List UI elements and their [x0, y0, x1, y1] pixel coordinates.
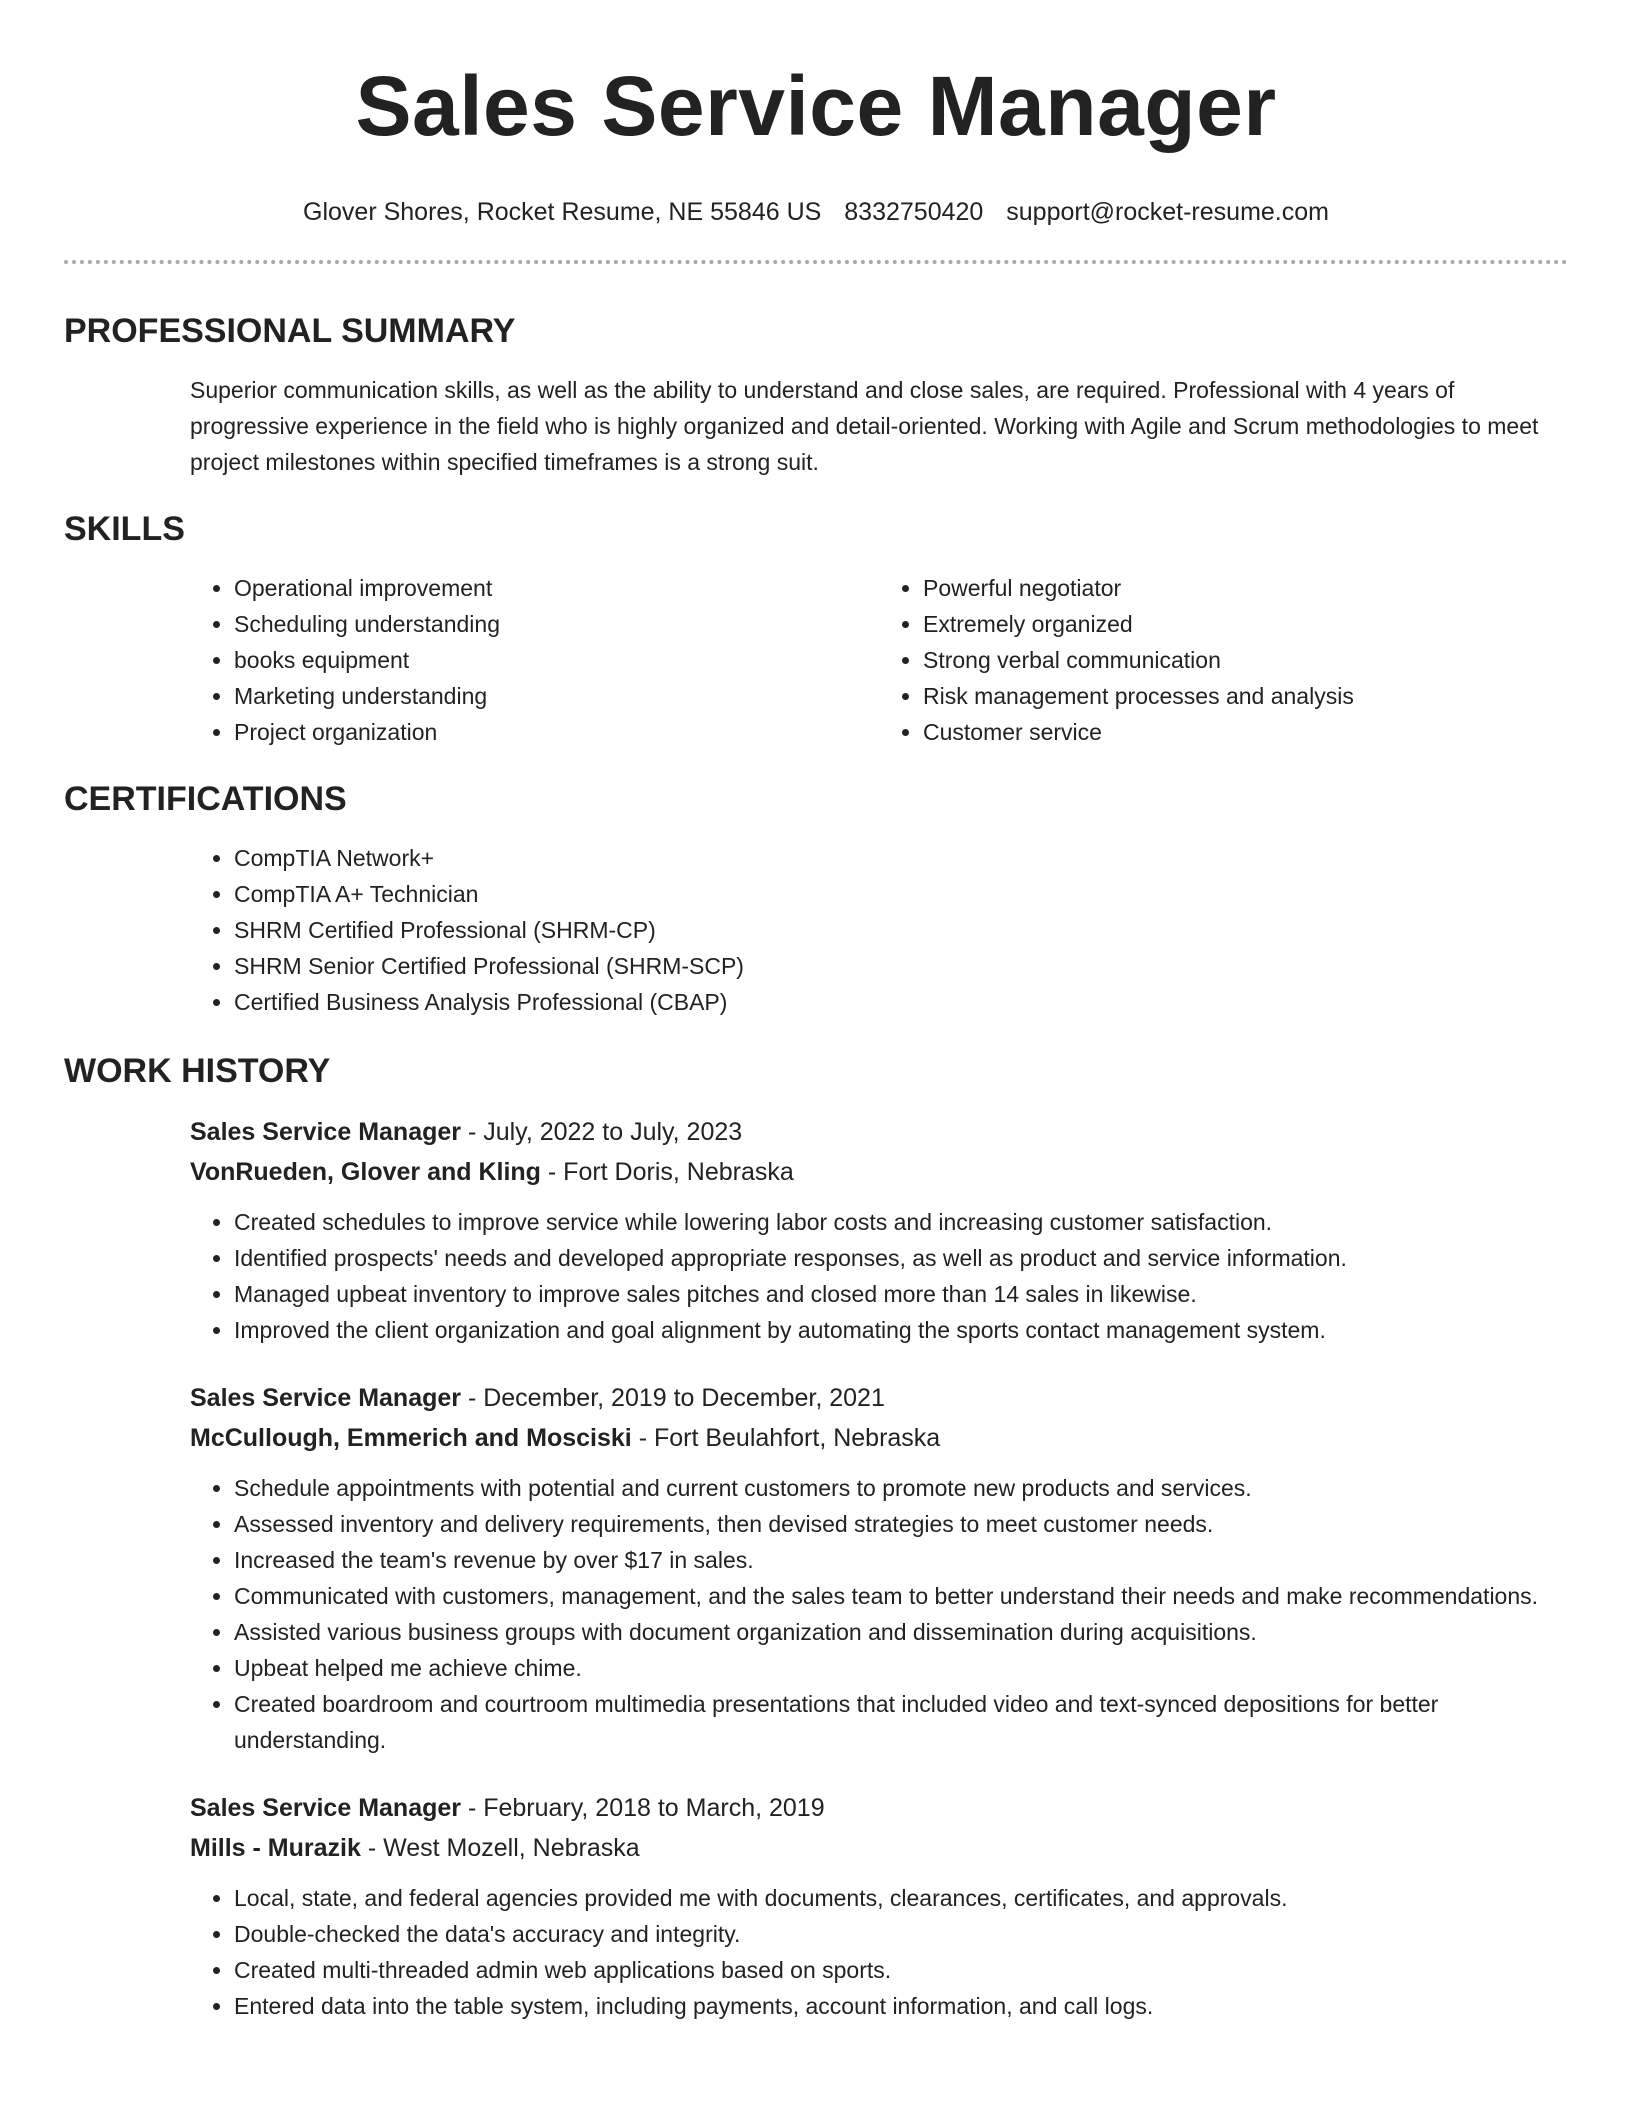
- job-bullet: • Managed upbeat inventory to improve sales pitches and closed more than 14 sales in likewise.: [234, 1276, 1568, 1312]
- contact-line: [64, 196, 1568, 228]
- job-dates: - February, 2018 to March, 2019: [461, 1794, 825, 1822]
- job-entry: [64, 1788, 1568, 2024]
- skills-list-right: [879, 570, 1568, 750]
- job-role: Sales Service Manager: [190, 1118, 461, 1146]
- certifications-list-wrap: [64, 840, 1568, 1020]
- email: support@rocket-resume.com: [1006, 198, 1329, 226]
- job-bullet: • Entered data into the table system, including payments, account information, and call logs.: [234, 1988, 1568, 2024]
- skills-grid: [64, 570, 1568, 750]
- phone: 8332750420: [844, 198, 984, 226]
- job-company: Mills - Murazik: [190, 1834, 361, 1862]
- job-location: - West Mozell, Nebraska: [360, 1834, 640, 1862]
- skill-item: • books equipment: [234, 642, 879, 678]
- summary-section: [64, 310, 1568, 480]
- header-divider: [64, 260, 1568, 264]
- certifications-section: [64, 778, 1568, 1020]
- work-history-section: [64, 1050, 1568, 2024]
- skill-item: • Customer service: [923, 714, 1568, 750]
- job-company-line: [190, 1152, 1568, 1192]
- certification-item: • SHRM Senior Certified Professional (SHRM-SCP): [234, 948, 1568, 984]
- skill-item: • Marketing understanding: [234, 678, 879, 714]
- skill-item: • Powerful negotiator: [923, 570, 1568, 606]
- certifications-heading: CERTIFICATIONS: [64, 780, 347, 818]
- job-role: Sales Service Manager: [190, 1794, 461, 1822]
- job-bullet: • Assessed inventory and delivery requirements, then devised strategies to meet customer needs.: [234, 1506, 1568, 1542]
- job-role: Sales Service Manager: [190, 1384, 461, 1412]
- job-title-line: [190, 1112, 1568, 1152]
- summary-heading: PROFESSIONAL SUMMARY: [64, 312, 516, 350]
- job-entry: [64, 1378, 1568, 1758]
- certification-item: • CompTIA A+ Technician: [234, 876, 1568, 912]
- job-bullets: [190, 1470, 1568, 1758]
- job-bullet: • Schedule appointments with potential and current customers to promote new products and services.: [234, 1470, 1568, 1506]
- job-bullet: • Identified prospects' needs and developed appropriate responses, as well as product and service information.: [234, 1240, 1568, 1276]
- skill-item: • Strong verbal communication: [923, 642, 1568, 678]
- job-bullet: • Double-checked the data's accuracy and integrity.: [234, 1916, 1568, 1952]
- skill-item: • Extremely organized: [923, 606, 1568, 642]
- job-bullet: • Created multi-threaded admin web applications based on sports.: [234, 1952, 1568, 1988]
- skill-item: • Project organization: [234, 714, 879, 750]
- job-entry: [64, 1112, 1568, 1348]
- job-bullet: • Created schedules to improve service while lowering labor costs and increasing customer satisfaction.: [234, 1204, 1568, 1240]
- certification-item: • Certified Business Analysis Professional (CBAP): [234, 984, 1568, 1020]
- skills-list-left: [190, 570, 879, 750]
- candidate-name: Sales Service Manager: [355, 59, 1277, 153]
- job-company-line: [190, 1418, 1568, 1458]
- job-bullet: • Communicated with customers, management, and the sales team to better understand their needs and make recommendations.: [234, 1578, 1568, 1614]
- certifications-list: [190, 840, 1568, 1020]
- skill-item: • Risk management processes and analysis: [923, 678, 1568, 714]
- job-dates: - July, 2022 to July, 2023: [461, 1118, 743, 1146]
- job-bullets: [190, 1204, 1568, 1348]
- job-dates: - December, 2019 to December, 2021: [461, 1384, 885, 1412]
- job-bullet: • Assisted various business groups with document organization and dissemination during acquisitions.: [234, 1614, 1568, 1650]
- job-bullet: • Local, state, and federal agencies provided me with documents, clearances, certificates, and approvals.: [234, 1880, 1568, 1916]
- certification-item: • SHRM Certified Professional (SHRM-CP): [234, 912, 1568, 948]
- skills-heading: SKILLS: [64, 510, 185, 548]
- skill-item: • Operational improvement: [234, 570, 879, 606]
- skill-item: • Scheduling understanding: [234, 606, 879, 642]
- job-bullets: [190, 1880, 1568, 2024]
- job-company: McCullough, Emmerich and Mosciski: [190, 1424, 632, 1452]
- address: Glover Shores, Rocket Resume, NE 55846 US: [303, 198, 822, 226]
- certification-item: • CompTIA Network+: [234, 840, 1568, 876]
- job-location: - Fort Beulahfort, Nebraska: [631, 1424, 941, 1452]
- job-company-line: [190, 1828, 1568, 1868]
- job-title-line: [190, 1788, 1568, 1828]
- skills-section: [64, 508, 1568, 750]
- job-bullet: • Improved the client organization and goal alignment by automating the sports contact management system.: [234, 1312, 1568, 1348]
- job-location: - Fort Doris, Nebraska: [540, 1158, 794, 1186]
- job-title-line: [190, 1378, 1568, 1418]
- summary-text: Superior communication skills, as well as the ability to understand and close sales, are required. Professional with 4 years of progressive experience in the field who is highly organized and detail-oriented. Working with Agile and Scrum methodologies to meet project milestones within specified timeframes is a strong suit.: [190, 377, 1539, 475]
- job-bullet: • Created boardroom and courtroom multimedia presentations that included video and text-synced depositions for better understanding.: [234, 1686, 1568, 1758]
- job-bullet: • Upbeat helped me achieve chime.: [234, 1650, 1568, 1686]
- job-company: VonRueden, Glover and Kling: [190, 1158, 541, 1186]
- work-history-heading: WORK HISTORY: [64, 1052, 331, 1090]
- job-bullet: • Increased the team's revenue by over $17 in sales.: [234, 1542, 1568, 1578]
